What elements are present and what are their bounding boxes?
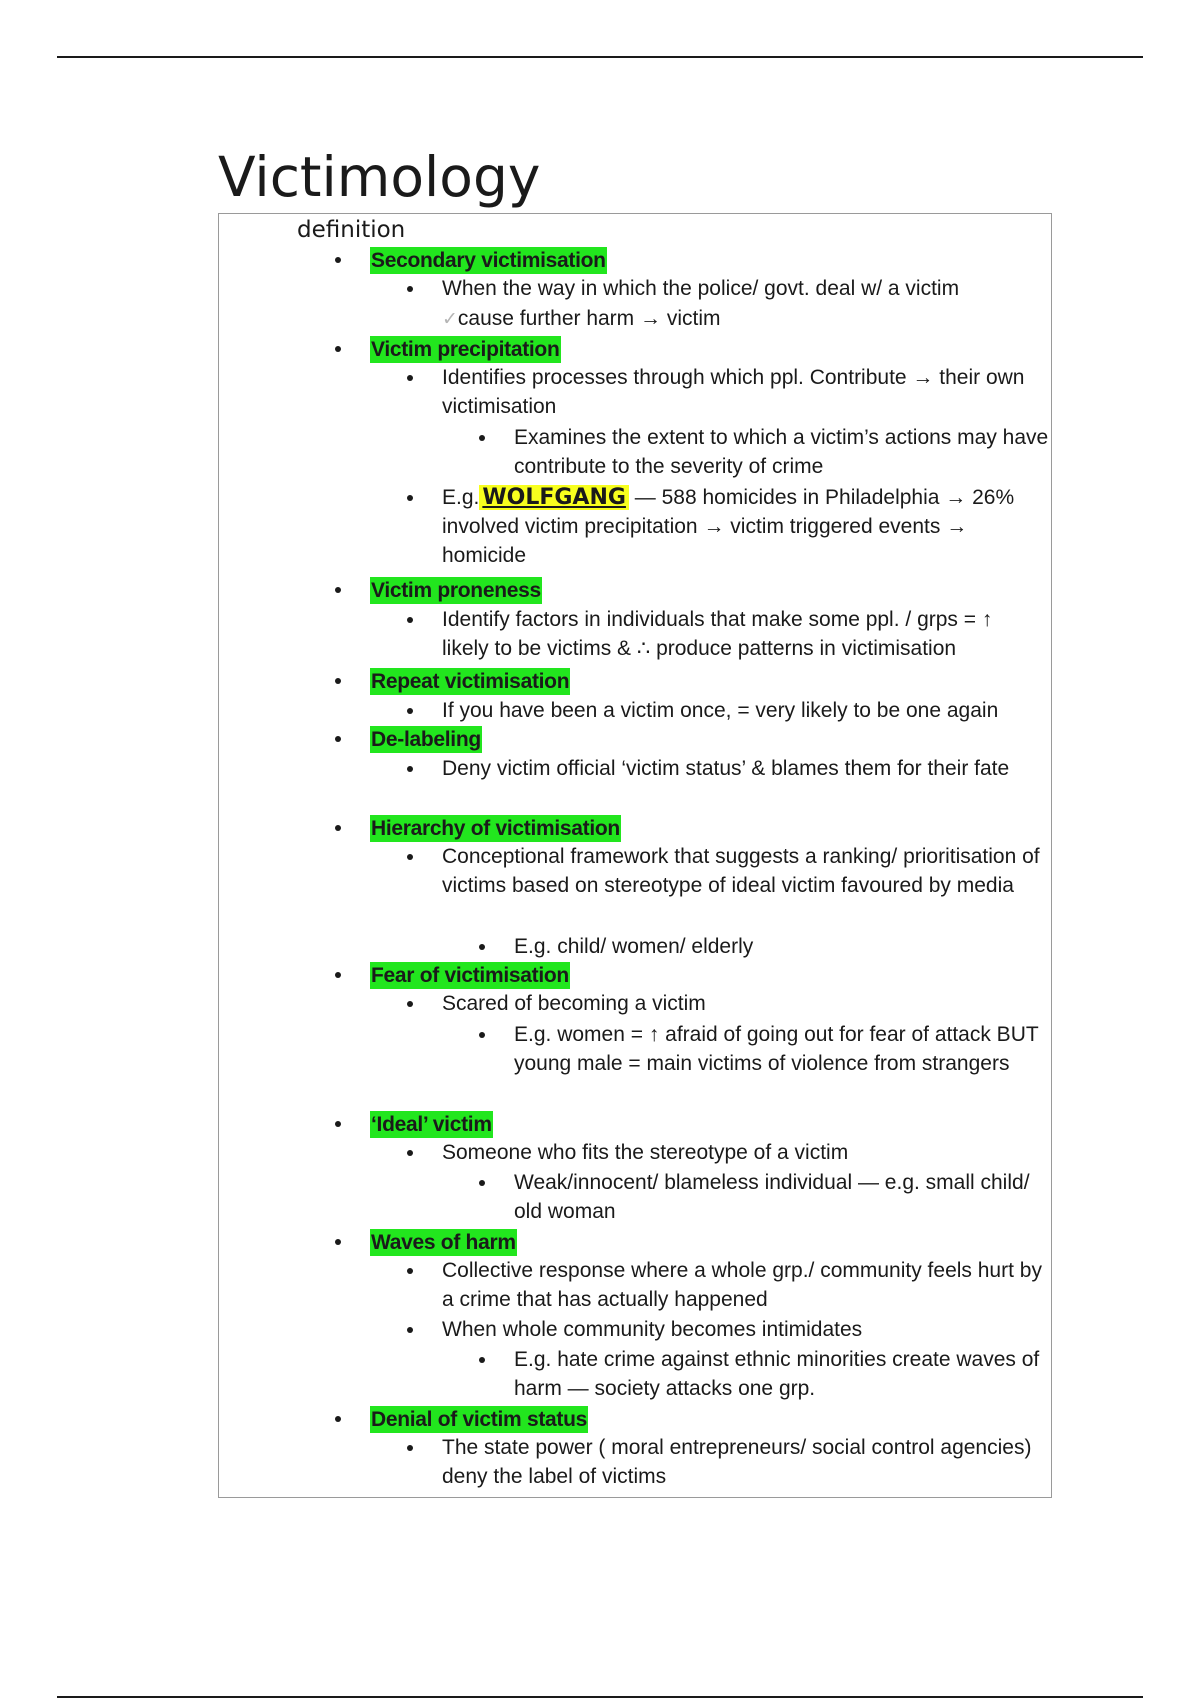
sub-note-text: E.g. child/ women/ elderly bbox=[514, 935, 754, 958]
note-text: Identify factors in individuals that make some ppl. / grps = ↑ likely to be victims & ∴ produce patterns in victimisation bbox=[442, 608, 993, 660]
bullet-icon bbox=[407, 766, 413, 772]
section-heading: definition bbox=[297, 217, 406, 243]
bullet-icon bbox=[335, 736, 341, 742]
note-text: Conceptional framework that suggests a ranking/ prioritisation of victims based on stereotype of ideal victim favoured by media bbox=[442, 845, 1040, 897]
note-text: Scared of becoming a victim bbox=[442, 992, 706, 1015]
term-denial-of-victim-status: Denial of victim status bbox=[371, 1408, 587, 1431]
bullet-icon bbox=[335, 1121, 341, 1127]
check-icon: ✓ bbox=[442, 308, 458, 330]
bullet-icon bbox=[335, 1416, 341, 1422]
bullet-icon bbox=[335, 257, 341, 263]
term-ideal-victim: ‘Ideal’ victim bbox=[371, 1113, 492, 1136]
bullet-icon bbox=[335, 587, 341, 593]
document-title: Victimology bbox=[218, 145, 541, 209]
footer-rule bbox=[57, 1696, 1143, 1698]
header-rule bbox=[57, 56, 1143, 58]
bullet-icon bbox=[407, 708, 413, 714]
term-de-labeling: De-labeling bbox=[371, 728, 481, 751]
bullet-icon bbox=[479, 944, 485, 950]
bullet-icon bbox=[479, 1180, 485, 1186]
bullet-icon bbox=[335, 678, 341, 684]
bullet-icon bbox=[407, 854, 413, 860]
term-victim-precipitation: Victim precipitation bbox=[371, 338, 560, 361]
note-text: When the way in which the police/ govt. deal w/ a victim bbox=[442, 277, 960, 300]
bullet-icon bbox=[479, 1357, 485, 1363]
bullet-icon bbox=[335, 825, 341, 831]
bullet-icon bbox=[407, 1327, 413, 1333]
bullet-icon bbox=[407, 1445, 413, 1451]
note-text: When whole community becomes intimidates bbox=[442, 1318, 863, 1341]
note-text: The state power ( moral entrepreneurs/ social control agencies) deny the label of victims bbox=[442, 1436, 1032, 1488]
bullet-icon bbox=[407, 375, 413, 381]
note-text-continued: ✓cause further harm → victim bbox=[442, 307, 721, 330]
note-text: Collective response where a whole grp./ community feels hurt by a crime that has actually happened bbox=[442, 1259, 1042, 1311]
bullet-icon bbox=[335, 346, 341, 352]
note-text: Someone who fits the stereotype of a victim bbox=[442, 1141, 849, 1164]
bullet-icon bbox=[407, 1001, 413, 1007]
bullet-icon bbox=[407, 617, 413, 623]
term-repeat-victimisation: Repeat victimisation bbox=[371, 670, 570, 693]
bullet-icon bbox=[479, 435, 485, 441]
bullet-icon bbox=[407, 495, 413, 501]
highlighted-name: WOLFGANG bbox=[479, 485, 629, 510]
sub-note-text: E.g. hate crime against ethnic minorities create waves of harm — society attacks one grp. bbox=[514, 1348, 1040, 1400]
sub-note-text: E.g. women = ↑ afraid of going out for fear of attack BUT young male = main victims of violence from strangers bbox=[514, 1023, 1039, 1075]
note-text-wolfgang: E.g. WOLFGANG — 588 homicides in Philadelphia → 26% involved victim precipitation → victim triggered events → homicide bbox=[442, 485, 1015, 567]
note-text: Deny victim official ‘victim status’ & blames them for their fate bbox=[442, 757, 1010, 780]
sub-note-text: Weak/innocent/ blameless individual — e.g. small child/ old woman bbox=[514, 1171, 1030, 1223]
bullet-icon bbox=[335, 972, 341, 978]
term-secondary-victimisation: Secondary victimisation bbox=[371, 249, 606, 272]
term-fear-of-victimisation: Fear of victimisation bbox=[371, 964, 569, 987]
sub-note-text: Examines the extent to which a victim’s actions may have contribute to the severity of crime bbox=[514, 426, 1049, 478]
bullet-icon bbox=[407, 286, 413, 292]
note-text: If you have been a victim once, = very likely to be one again bbox=[442, 699, 999, 722]
bullet-icon bbox=[407, 1150, 413, 1156]
bullet-icon bbox=[335, 1239, 341, 1245]
note-text: Identifies processes through which ppl. Contribute → their own victimisation bbox=[442, 366, 1025, 418]
term-hierarchy-of-victimisation: Hierarchy of victimisation bbox=[371, 817, 620, 840]
term-victim-proneness: Victim proneness bbox=[371, 579, 541, 602]
bullet-icon bbox=[407, 1268, 413, 1274]
bullet-icon bbox=[479, 1032, 485, 1038]
term-waves-of-harm: Waves of harm bbox=[371, 1231, 516, 1254]
